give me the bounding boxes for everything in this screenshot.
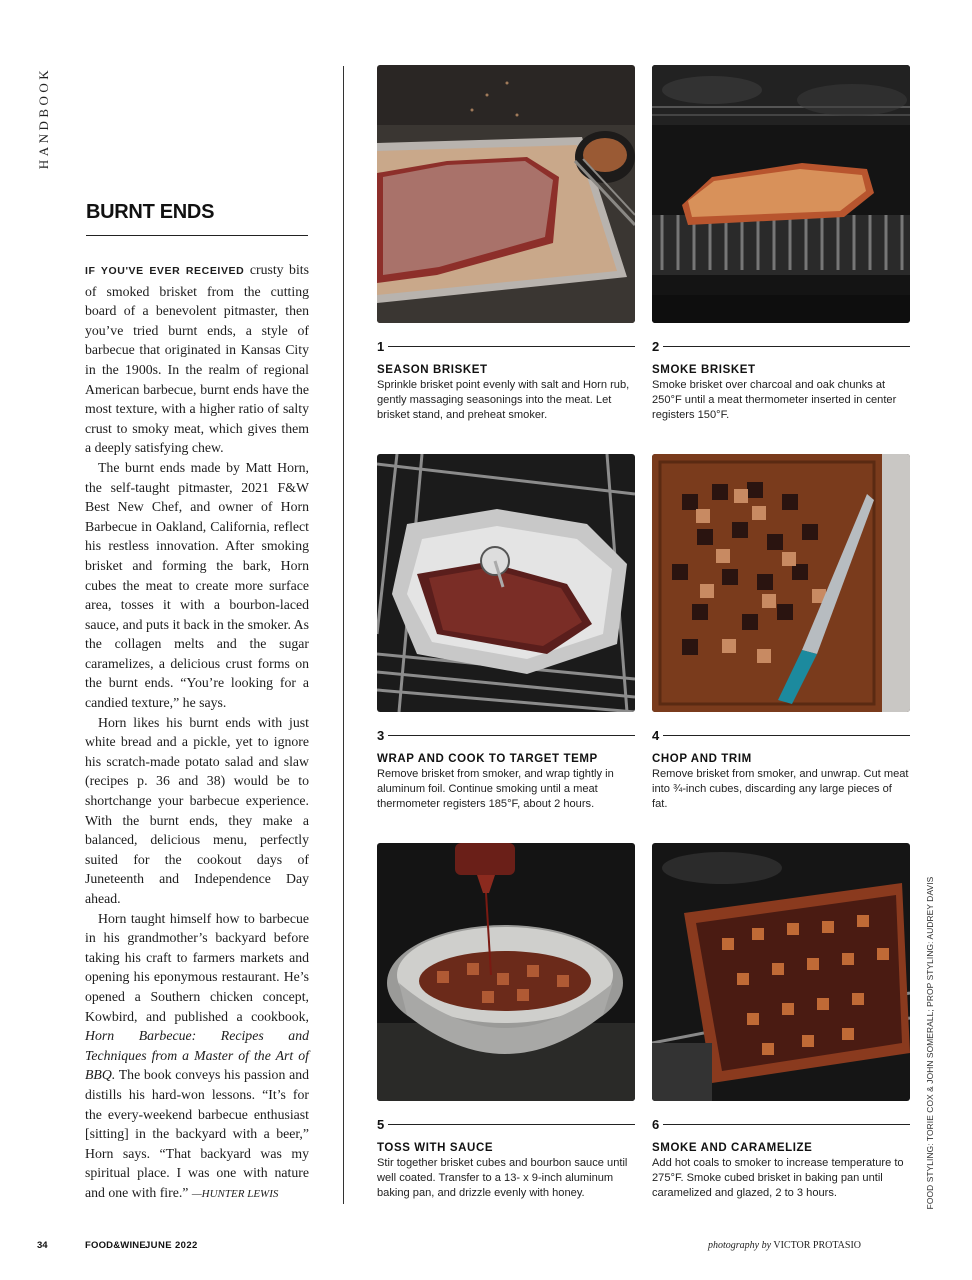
- paragraph-2: The burnt ends made by Matt Horn, the self-taught pitmaster, 2021 F&W Best New Chef, and owner of Horn Barbecue in Oakland, California, reflect his restless innovation. After smoking brisket and forming the bark, Horn cubes the meat to create more surface area, tosses it with a bourbon-laced sauce, and puts it back in the smoker. As the collagen melts and the sugar caramelizes, a delicious crust forms on the burnt ends. “You’re looking for a candied texture,” he says.: [85, 459, 309, 711]
- photo-credit: [708, 1240, 861, 1251]
- step-title: CHOP AND TRIM: [652, 753, 752, 765]
- step-description: Remove brisket from smoker, and wrap tightly in aluminum foil. Continue smoking until a meat thermometer registers 185°F, about 2 hours.: [377, 768, 614, 810]
- page-number: 34: [37, 1240, 48, 1251]
- step-title: TOSS WITH SAUCE: [377, 1142, 494, 1154]
- step-number: 2: [652, 338, 660, 354]
- section-label: HANDBOOK: [36, 66, 51, 169]
- step-description: Stir together brisket cubes and bourbon sauce until well coated. Transfer to a 13- x 9-inch aluminum baking pan, and drizzle evenly with honey.: [377, 1157, 628, 1199]
- step-number: 4: [652, 727, 660, 743]
- step-3: [377, 727, 635, 811]
- issue-date: JUNE 2022: [145, 1240, 198, 1251]
- step-rule: [663, 1124, 910, 1125]
- step-title: WRAP AND COOK TO TARGET TEMP: [377, 753, 598, 765]
- step-rule: [388, 1124, 635, 1125]
- paragraph-1-text: crusty bits of smoked brisket from the cutting board of a benevolent pitmaster, then you’ve tried burnt ends, a style of barbecue that originated in Kansas City in the 1900s. In the realm of regional American barbecue, burnt ends have the most texture, with a higher ratio of salty crust to smoky meat, which gives them a deeply satisfying chew.: [85, 262, 309, 456]
- paragraph-1: [85, 260, 309, 458]
- paragraph-4: [85, 909, 309, 1205]
- step-description: Smoke brisket over charcoal and oak chunks at 250°F until a meat thermometer inserted in center registers 150°F.: [652, 379, 897, 421]
- step-number: 6: [652, 1116, 660, 1132]
- step-rule: [388, 346, 635, 347]
- step-5: [377, 1116, 635, 1200]
- photo-wrap-foil: [377, 454, 635, 712]
- step-description: Add hot coals to smoker to increase temperature to 275°F. Smoke cubed brisket in baking pan until caramelized and glazed, 2 to 3 hours.: [652, 1157, 904, 1199]
- photo-toss-sauce: [377, 843, 635, 1101]
- step-title: SMOKE AND CARAMELIZE: [652, 1142, 813, 1154]
- step-1: [377, 338, 635, 422]
- article-title: BURNT ENDS: [86, 201, 215, 223]
- paragraph-4-text-b: The book conveys his passion and distills his hard-won lessons. “It’s for the every-weekend barbecue enthusiast [sitting] in the backyard with a beer,” Horn says. “That backyard was my spiritual place. I was one with nature and one with fire.”: [85, 1067, 309, 1200]
- styling-credit: FOOD STYLING: TORIE COX & JOHN SOMERALL; PROP STYLING: AUDREY DAVIS: [925, 876, 935, 1210]
- step-number: 3: [377, 727, 385, 743]
- step-2: [652, 338, 910, 422]
- step-title: SEASON BRISKET: [377, 364, 488, 376]
- step-description: Sprinkle brisket point evenly with salt and Horn rub, gently massaging seasonings into the meat. Let brisket stand, and preheat smoker.: [377, 379, 630, 421]
- column-divider: [343, 66, 344, 1204]
- byline: —HUNTER LEWIS: [191, 1187, 279, 1200]
- step-number: 1: [377, 338, 385, 354]
- photo-credit-name: VICTOR PROTASIO: [773, 1240, 862, 1251]
- photo-season-brisket: [377, 65, 635, 323]
- paragraph-4-text-a: Horn taught himself how to barbecue in his grandmother’s backyard before taking his craft to farmers markets and opening his eponymous restaurant. He’s opened a Southern chicken concept, Kowbird, and published a cookbook,: [85, 910, 309, 1024]
- paragraph-3: Horn likes his burnt ends with just white bread and a pickle, yet to ignore his scratch-made potato salad and slaw (recipes p. 36 and 38) would be to shortchange your barbecue experience. With the burnt ends, they make a balanced, delicious menu, perfectly suited for the cookout days of Juneteenth and Independence Day ahead.: [85, 714, 309, 906]
- step-description: Remove brisket from smoker, and unwrap. Cut meat into ¾-inch cubes, discarding any large pieces of fat.: [652, 768, 909, 810]
- photo-credit-prefix: photography by: [708, 1240, 772, 1251]
- photo-chop-trim: [652, 454, 910, 712]
- step-rule: [663, 346, 910, 347]
- step-6: [652, 1116, 910, 1200]
- photo-smoke-caramelize: [652, 843, 910, 1101]
- publication-name: FOOD&WINE: [85, 1240, 146, 1251]
- article-body: [85, 260, 309, 1205]
- step-4: [652, 727, 910, 811]
- title-rule: [86, 235, 308, 236]
- step-title: SMOKE BRISKET: [652, 364, 756, 376]
- lead-in: IF YOU'VE EVER RECEIVED: [85, 265, 245, 277]
- step-number: 5: [377, 1116, 385, 1132]
- book-title: Horn Barbecue: Recipes and Techniques from a Master of the Art of BBQ.: [85, 1028, 309, 1083]
- photo-smoke-brisket: [652, 65, 910, 323]
- step-rule: [663, 735, 910, 736]
- step-rule: [388, 735, 635, 736]
